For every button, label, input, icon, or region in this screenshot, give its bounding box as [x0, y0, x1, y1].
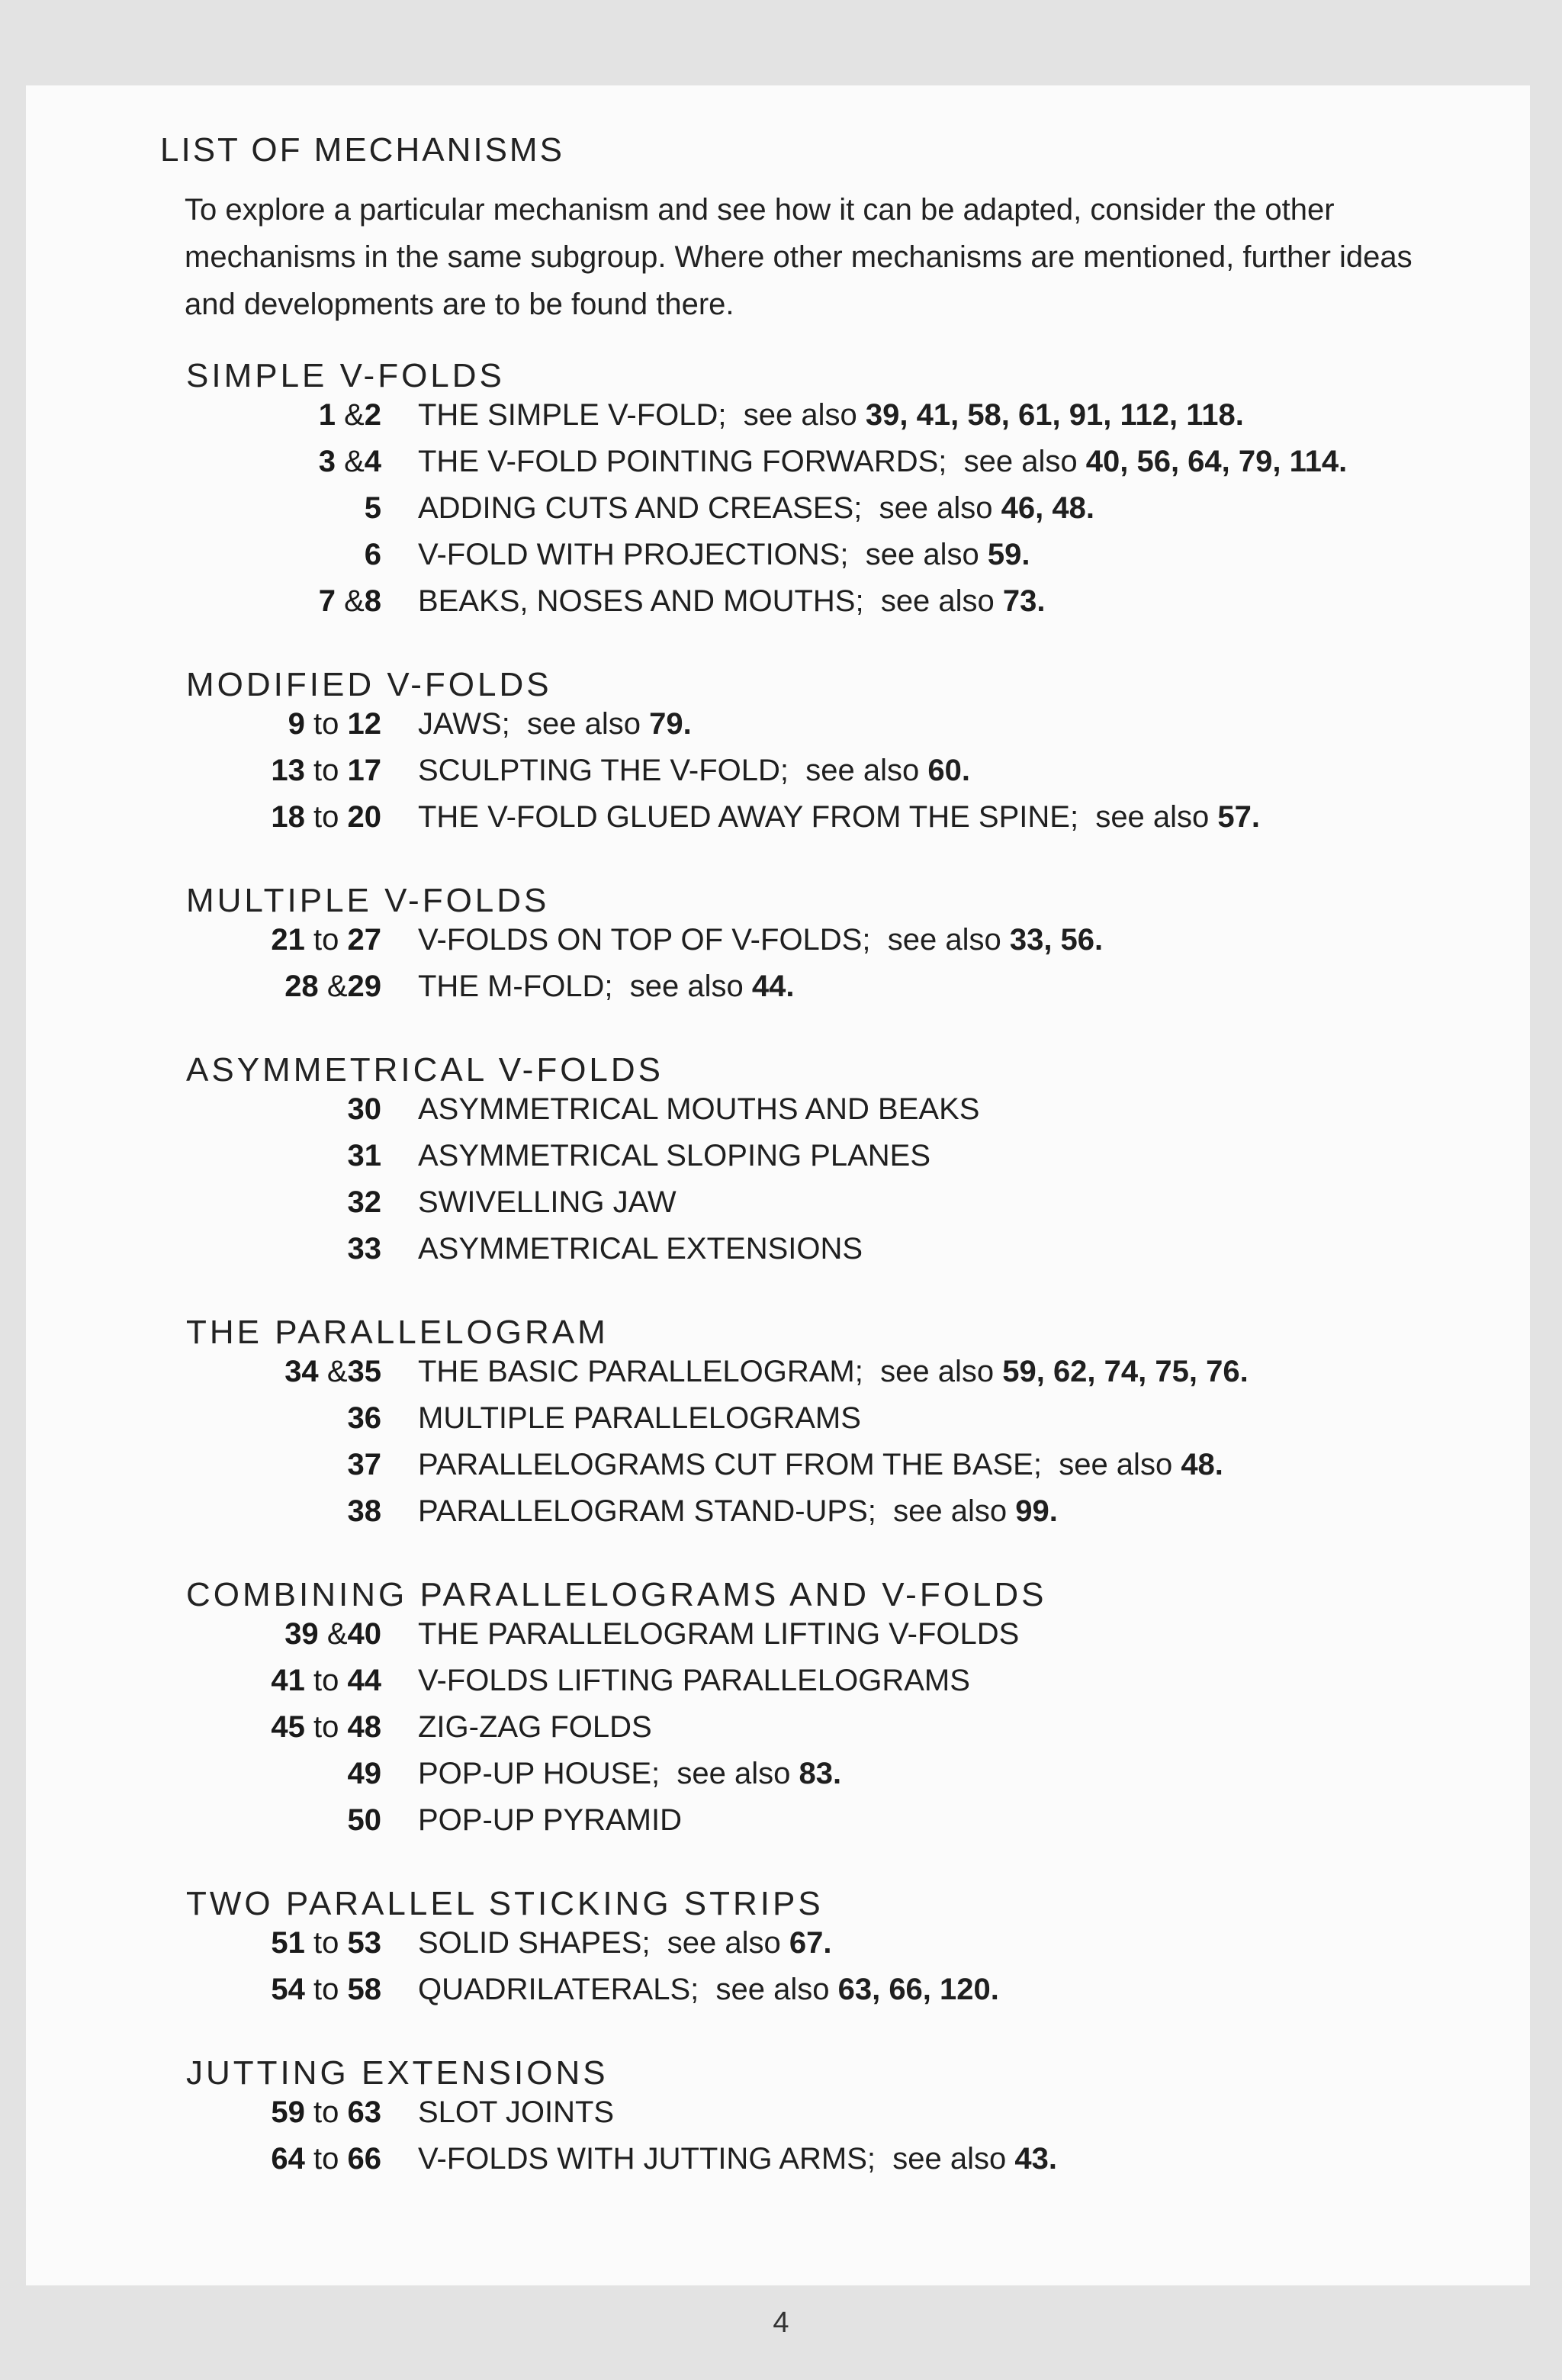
entry-number-start: 28: [284, 970, 319, 1003]
see-also-label: see also: [805, 754, 920, 787]
entry-number-start: 7: [318, 584, 336, 618]
entry-number-range: [160, 754, 418, 788]
page-number: 4: [773, 2307, 789, 2339]
entry-title: POP-UP HOUSE;: [418, 1757, 660, 1790]
entry-number-end: 12: [347, 707, 381, 741]
entry-number-range: [160, 1139, 418, 1173]
entry-number-end: 53: [347, 1926, 381, 1960]
mechanism-entry: [160, 1092, 1426, 1139]
entry-description: [418, 1448, 1223, 1482]
entry-number-start: 30: [347, 1092, 381, 1126]
section-heading: TWO PARALLEL STICKING STRIPS: [186, 1885, 824, 1922]
entry-range-separator: to: [313, 800, 339, 834]
entry-description: [418, 754, 970, 788]
document-page: [26, 85, 1530, 2285]
see-also-label: see also: [677, 1757, 791, 1790]
entry-number-end: 29: [347, 970, 381, 1003]
entry-number-range: [160, 1757, 418, 1791]
entry-number-start: 21: [271, 923, 305, 957]
entry-description: [418, 1355, 1249, 1389]
section-heading: ASYMMETRICAL V-FOLDS: [186, 1051, 664, 1089]
entry-description: [418, 1494, 1058, 1529]
see-also-label: see also: [892, 2142, 1007, 2176]
mechanism-entry: [160, 2142, 1426, 2189]
entry-range-separator: to: [313, 1664, 339, 1697]
entry-number-range: [160, 1973, 418, 2007]
entry-number-range: [160, 1803, 418, 1838]
entry-number-range: [160, 1494, 418, 1529]
entry-description: [418, 923, 1103, 957]
entry-number-start: 9: [288, 707, 305, 741]
entry-description: [418, 491, 1094, 526]
entry-title: V-FOLDS WITH JUTTING ARMS;: [418, 2142, 876, 2176]
entry-range-separator: to: [313, 1926, 339, 1960]
entry-title: ASYMMETRICAL MOUTHS AND BEAKS: [418, 1092, 980, 1126]
see-also-references: 39, 41, 58, 61, 91, 112, 118.: [865, 398, 1244, 432]
entry-number-end: 40: [347, 1617, 381, 1651]
entry-number-start: 3: [318, 445, 336, 478]
mechanism-section: [160, 666, 1426, 847]
entry-title: MULTIPLE PARALLELOGRAMS: [418, 1401, 861, 1435]
entry-range-separator: to: [313, 1710, 339, 1744]
entry-description: [418, 1710, 652, 1745]
entry-title: PARALLELOGRAM STAND-UPS;: [418, 1494, 876, 1528]
entry-title: ASYMMETRICAL EXTENSIONS: [418, 1232, 863, 1266]
section-heading: COMBINING PARALLELOGRAMS AND V-FOLDS: [186, 1576, 1047, 1613]
see-also-references: 63, 66, 120.: [837, 1973, 999, 2006]
see-also-label: see also: [963, 445, 1078, 478]
entry-number-range: [160, 800, 418, 835]
entry-number-start: 33: [347, 1232, 381, 1266]
entry-number-range: [160, 1664, 418, 1698]
entry-description: [418, 445, 1347, 479]
entry-title: SCULPTING THE V-FOLD;: [418, 754, 789, 787]
entry-number-start: 51: [271, 1926, 305, 1960]
section-heading: SIMPLE V-FOLDS: [186, 357, 505, 394]
entry-number-range: [160, 1448, 418, 1482]
mechanism-entry: [160, 445, 1426, 491]
entry-title: THE V-FOLD GLUED AWAY FROM THE SPINE;: [418, 800, 1079, 834]
see-also-label: see also: [1095, 800, 1210, 834]
section-heading: THE PARALLELOGRAM: [186, 1314, 609, 1351]
entry-number-start: 37: [347, 1448, 381, 1481]
entry-number-range: [160, 1355, 418, 1389]
entry-range-separator: &: [344, 584, 365, 618]
entry-number-start: 50: [347, 1803, 381, 1837]
mechanism-entry: [160, 1494, 1426, 1541]
entry-number-end: 2: [364, 398, 381, 432]
mechanism-entry: [160, 1926, 1426, 1973]
mechanism-entry: [160, 1401, 1426, 1448]
see-also-references: 46, 48.: [1001, 491, 1094, 525]
see-also-label: see also: [879, 491, 993, 525]
entry-description: [418, 1803, 682, 1838]
see-also-label: see also: [865, 538, 979, 571]
page-content: [160, 131, 1426, 2224]
entry-number-end: 20: [347, 800, 381, 834]
entry-title: SLOT JOINTS: [418, 2095, 615, 2129]
mechanism-section: [160, 882, 1426, 1016]
entry-title: THE M-FOLD;: [418, 970, 613, 1003]
see-also-label: see also: [715, 1973, 830, 2006]
mechanism-entry: [160, 1973, 1426, 2019]
entry-number-range: [160, 538, 418, 572]
entry-number-end: 8: [364, 584, 381, 618]
entry-range-separator: to: [313, 923, 339, 957]
entry-range-separator: &: [326, 970, 348, 1003]
see-also-references: 99.: [1015, 1494, 1058, 1528]
see-also-references: 57.: [1217, 800, 1261, 834]
entry-number-range: [160, 1232, 418, 1266]
see-also-label: see also: [880, 584, 995, 618]
entry-title: PARALLELOGRAMS CUT FROM THE BASE;: [418, 1448, 1042, 1481]
entry-range-separator: &: [326, 1617, 348, 1651]
mechanism-section: [160, 1576, 1426, 1850]
entry-title: THE BASIC PARALLELOGRAM;: [418, 1355, 863, 1388]
mechanism-entry: [160, 970, 1426, 1016]
entry-number-start: 34: [284, 1355, 319, 1388]
entry-number-end: 66: [347, 2142, 381, 2176]
entry-number-range: [160, 970, 418, 1004]
entry-title: THE SIMPLE V-FOLD;: [418, 398, 727, 432]
entry-number-start: 49: [347, 1757, 381, 1790]
entry-number-range: [160, 1617, 418, 1652]
entry-description: [418, 1926, 832, 1960]
entry-title: V-FOLDS LIFTING PARALLELOGRAMS: [418, 1664, 970, 1697]
mechanism-entry: [160, 1355, 1426, 1401]
entry-number-start: 18: [271, 800, 305, 834]
see-also-references: 59, 62, 74, 75, 76.: [1002, 1355, 1249, 1388]
entry-range-separator: to: [313, 707, 339, 741]
entry-number-range: [160, 491, 418, 526]
mechanism-entry: [160, 2095, 1426, 2142]
mechanism-entry: [160, 1185, 1426, 1232]
entry-number-start: 6: [364, 538, 381, 571]
entry-description: [418, 2095, 614, 2130]
entry-description: [418, 800, 1260, 835]
mechanism-section: [160, 1885, 1426, 2019]
entry-number-start: 41: [271, 1664, 305, 1697]
mechanism-entry: [160, 1617, 1426, 1664]
see-also-references: 48.: [1181, 1448, 1223, 1481]
mechanism-entry: [160, 538, 1426, 584]
entry-description: [418, 1973, 999, 2007]
mechanism-sections: [160, 357, 1426, 2189]
entry-range-separator: to: [313, 754, 339, 787]
entry-number-start: 31: [347, 1139, 381, 1172]
entry-description: [418, 538, 1030, 572]
mechanism-entry: [160, 491, 1426, 538]
mechanism-entry: [160, 800, 1426, 847]
see-also-references: 40, 56, 64, 79, 114.: [1085, 445, 1348, 478]
entry-number-range: [160, 1710, 418, 1745]
entry-number-range: [160, 584, 418, 619]
entry-range-separator: to: [313, 1973, 339, 2006]
entry-number-end: 44: [347, 1664, 381, 1697]
mechanism-entry: [160, 754, 1426, 800]
entry-number-end: 35: [347, 1355, 381, 1388]
see-also-references: 73.: [1002, 584, 1046, 618]
entry-number-end: 48: [347, 1710, 381, 1744]
see-also-label: see also: [1059, 1448, 1173, 1481]
section-heading: MODIFIED V-FOLDS: [186, 666, 552, 703]
mechanism-entry: [160, 923, 1426, 970]
see-also-label: see also: [667, 1926, 781, 1960]
entry-number-end: 17: [347, 754, 381, 787]
entry-number-start: 59: [271, 2095, 305, 2129]
entry-title: ADDING CUTS AND CREASES;: [418, 491, 863, 525]
mechanism-section: [160, 1051, 1426, 1278]
mechanism-entry: [160, 1139, 1426, 1185]
entry-title: ZIG-ZAG FOLDS: [418, 1710, 652, 1744]
entry-range-separator: &: [344, 445, 365, 478]
entry-description: [418, 2142, 1057, 2176]
entry-number-range: [160, 1926, 418, 1960]
mechanism-section: [160, 2054, 1426, 2189]
see-also-label: see also: [887, 923, 1001, 957]
page-title: LIST OF MECHANISMS: [160, 131, 564, 169]
see-also-references: 43.: [1014, 2142, 1057, 2176]
mechanism-section: [160, 1314, 1426, 1541]
entry-description: [418, 1617, 1019, 1652]
entry-title: SWIVELLING JAW: [418, 1185, 677, 1219]
see-also-references: 59.: [987, 538, 1030, 571]
entry-number-start: 5: [364, 491, 381, 525]
entry-title: ASYMMETRICAL SLOPING PLANES: [418, 1139, 931, 1172]
see-also-references: 67.: [789, 1926, 832, 1960]
see-also-references: 79.: [649, 707, 692, 741]
entry-number-range: [160, 445, 418, 479]
entry-number-start: 36: [347, 1401, 381, 1435]
entry-number-range: [160, 1092, 418, 1127]
mechanism-entry: [160, 1448, 1426, 1494]
entry-number-end: 4: [364, 445, 381, 478]
see-also-references: 33, 56.: [1009, 923, 1104, 957]
entry-range-separator: to: [313, 2142, 339, 2176]
entry-title: POP-UP PYRAMID: [418, 1803, 682, 1837]
entry-title: V-FOLDS ON TOP OF V-FOLDS;: [418, 923, 871, 957]
mechanism-entry: [160, 1664, 1426, 1710]
mechanism-entry: [160, 1803, 1426, 1850]
entry-number-end: 63: [347, 2095, 381, 2129]
entry-title: THE V-FOLD POINTING FORWARDS;: [418, 445, 947, 478]
entry-description: [418, 1139, 930, 1173]
entry-number-range: [160, 2142, 418, 2176]
intro-paragraph: To explore a particular mechanism and see how it can be adapted, consider the other mechanisms in the same subgroup. Where other mechanisms are mentioned, further ideas and developments are to be found there.: [185, 193, 1413, 321]
section-heading: MULTIPLE V-FOLDS: [186, 882, 550, 919]
entry-number-start: 38: [347, 1494, 381, 1528]
see-also-label: see also: [629, 970, 744, 1003]
entry-description: [418, 1092, 979, 1127]
entry-number-start: 45: [271, 1710, 305, 1744]
see-also-label: see also: [743, 398, 857, 432]
entry-number-start: 1: [318, 398, 336, 432]
mechanism-entry: [160, 1710, 1426, 1757]
entry-number-range: [160, 2095, 418, 2130]
mechanism-section: [160, 357, 1426, 631]
entry-title: QUADRILATERALS;: [418, 1973, 699, 2006]
mechanism-entry: [160, 707, 1426, 754]
entry-description: [418, 1232, 863, 1266]
entry-number-end: 27: [347, 923, 381, 957]
see-also-label: see also: [526, 707, 641, 741]
entry-number-range: [160, 1401, 418, 1436]
entry-number-range: [160, 398, 418, 433]
entry-title: BEAKS, NOSES AND MOUTHS;: [418, 584, 864, 618]
entry-range-separator: &: [344, 398, 365, 432]
entry-number-range: [160, 707, 418, 741]
entry-description: [418, 584, 1046, 619]
entry-number-range: [160, 1185, 418, 1220]
entry-number-range: [160, 923, 418, 957]
entry-description: [418, 398, 1244, 433]
entry-description: [418, 1401, 861, 1436]
see-also-label: see also: [893, 1494, 1008, 1528]
entry-number-start: 13: [271, 754, 305, 787]
entry-number-start: 39: [284, 1617, 319, 1651]
entry-title: THE PARALLELOGRAM LIFTING V-FOLDS: [418, 1617, 1020, 1651]
see-also-references: 44.: [751, 970, 795, 1003]
entry-number-start: 64: [271, 2142, 305, 2176]
entry-number-start: 32: [347, 1185, 381, 1219]
see-also-label: see also: [880, 1355, 995, 1388]
see-also-references: 60.: [927, 754, 970, 787]
entry-description: [418, 970, 795, 1004]
entry-range-separator: &: [326, 1355, 348, 1388]
see-also-references: 83.: [799, 1757, 842, 1790]
entry-number-start: 54: [271, 1973, 305, 2006]
mechanism-entry: [160, 1232, 1426, 1278]
entry-description: [418, 1757, 841, 1791]
entry-description: [418, 707, 692, 741]
entry-title: V-FOLD WITH PROJECTIONS;: [418, 538, 849, 571]
entry-range-separator: to: [313, 2095, 339, 2129]
mechanism-entry: [160, 584, 1426, 631]
mechanism-entry: [160, 1757, 1426, 1803]
mechanism-entry: [160, 398, 1426, 445]
entry-description: [418, 1185, 677, 1220]
entry-title: JAWS;: [418, 707, 510, 741]
section-heading: JUTTING EXTENSIONS: [186, 2054, 609, 2092]
entry-description: [418, 1664, 970, 1698]
entry-number-end: 58: [347, 1973, 381, 2006]
entry-title: SOLID SHAPES;: [418, 1926, 651, 1960]
